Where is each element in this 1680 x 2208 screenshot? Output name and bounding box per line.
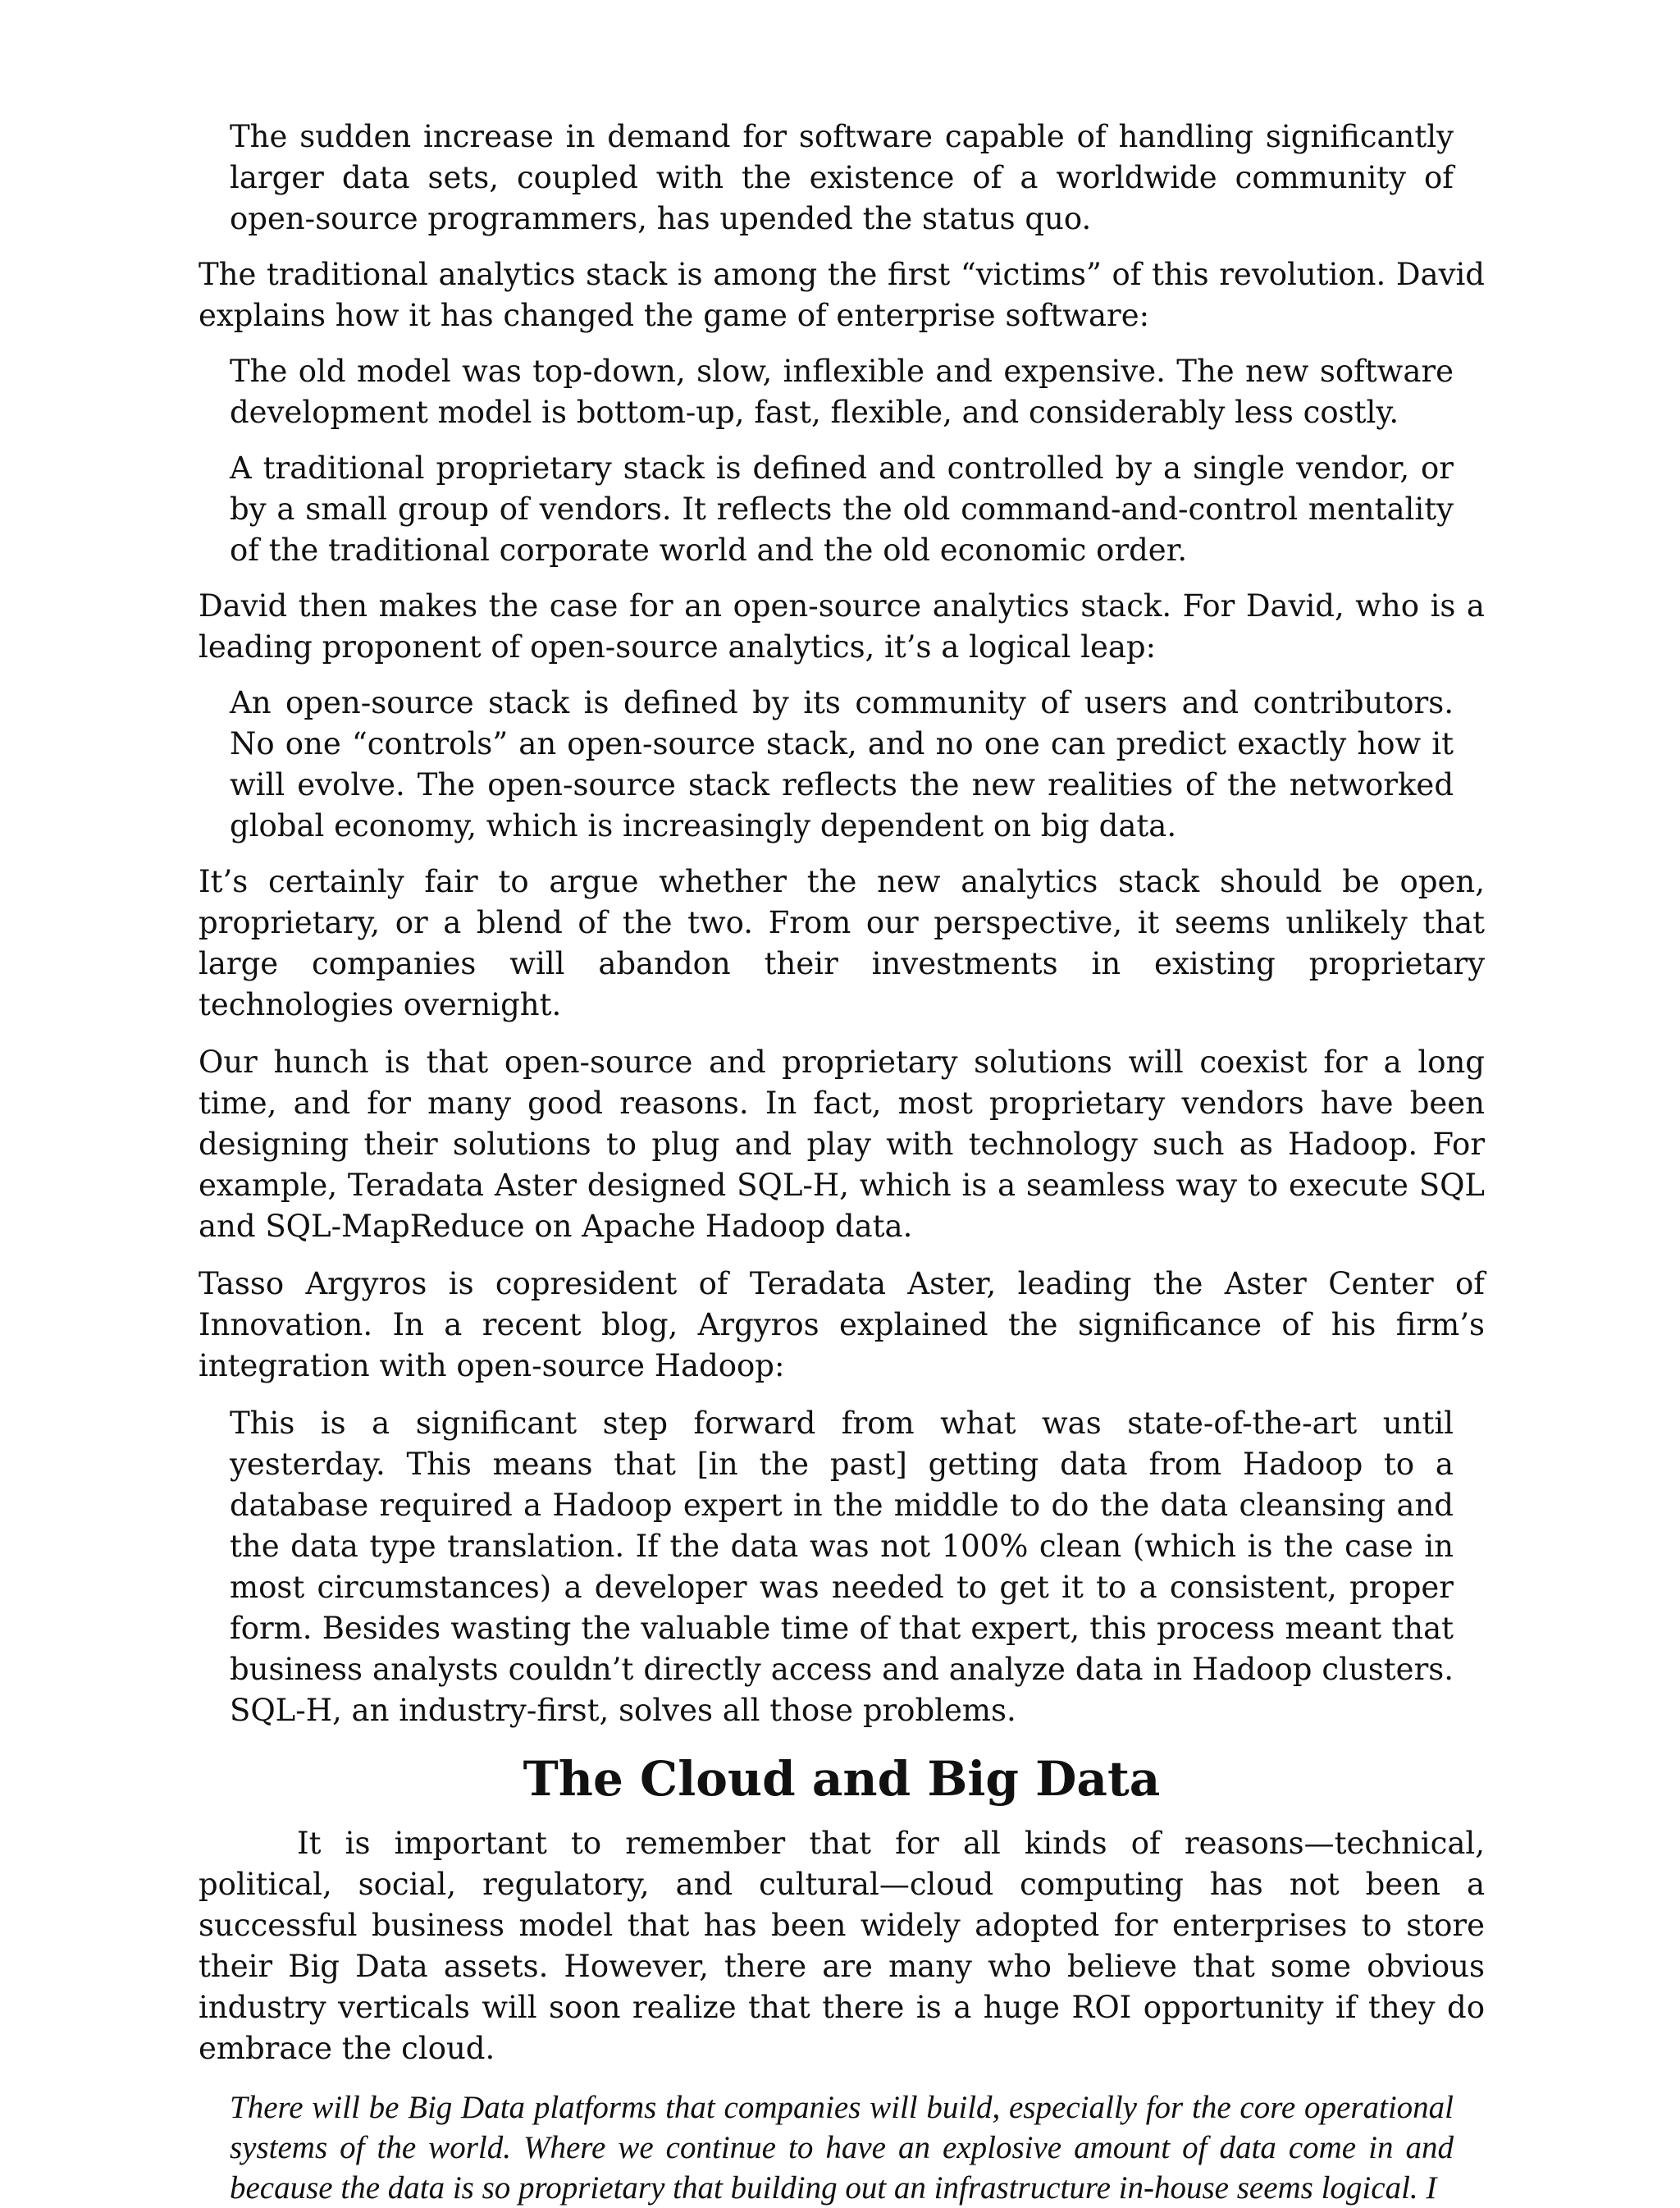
body-paragraph-4: Our hunch is that open-source and proprietary solutions will coexist for a long time, and for many good reasons. In fact, most proprietary vendors have been designing their solutions to plug and play with technology such as Hadoop. For example, Teradata Aster designed SQL-H, which is a seamless way to execute SQL and SQL-MapReduce on Apache Hadoop data. (199, 1045, 1485, 1244)
document-page (199, 117, 1485, 2208)
body-paragraph-3: It’s certainly fair to argue whether the new analytics stack should be open, proprietary, or a blend of the two. From our perspective, it seems unlikely that large companies will abandon their investments in existing proprietary technologies overnight. (199, 864, 1485, 1022)
quote-paragraph-2: The old model was top-down, slow, inflexible and expensive. The new software development model is bottom-up, fast, flexible, and considerably less costly. (230, 354, 1454, 430)
body-paragraph-2: David then makes the case for an open-source analytics stack. For David, who is a leading proponent of open-source analytics, it’s a logical leap: (199, 588, 1485, 665)
quote-paragraph-6: There will be Big Data platforms that companies will build, especially for the core operational systems of the world. Where we continue to have an explosive amount of data come in and because the data is so proprietary that building out an infrastructure in-house seems logical. I (230, 2090, 1454, 2206)
section-heading: The Cloud and Big Data (523, 1751, 1161, 1807)
quote-paragraph-4: An open-source stack is defined by its community of users and contributors. No one “controls” an open-source stack, and no one can predict exactly how it will evolve. The open-source stack reflects the new realities of the networked global economy, which is increasingly dependent on big data. (230, 685, 1454, 843)
body-paragraph-5: Tasso Argyros is copresident of Teradata Aster, leading the Aster Center of Innovation. In a recent blog, Argyros explained the significance of his firm’s integration with open-source Hadoop: (199, 1266, 1485, 1383)
body-paragraph-1: The traditional analytics stack is among the first “victims” of this revolution. David explains how it has changed the game of enterprise software: (199, 257, 1485, 333)
quote-paragraph-5: This is a significant step forward from what was state-of-the-art until yesterday. This means that [in the past] getting data from Hadoop to a database required a Hadoop expert in the middle to do the data cleansing and the data type translation. If the data was not 100% clean (which is the case in most circumstances) a developer was needed to get it to a consistent, proper form. Besides wasting the valuable time of that expert, this process meant that business analysts couldn’t directly access and analyze data in Hadoop clusters. SQL-H, an industry-first, solves all those problems. (230, 1406, 1454, 1728)
quote-paragraph-1: The sudden increase in demand for software capable of handling significantly larger data sets, coupled with the existence of a worldwide community of open-source programmers, has upended the status quo. (230, 119, 1454, 236)
quote-paragraph-3: A traditional proprietary stack is defined and controlled by a single vendor, or by a small group of vendors. It reflects the old command-and-control mentality of the traditional corporate world and the old economic order. (230, 450, 1454, 568)
body-paragraph-6: It is important to remember that for all kinds of reasons—technical, political, social, regulatory, and cultural—cloud computing has not been a successful business model that has been widely adopted for enterprises to store their Big Data assets. However, there are many who believe that some obvious industry verticals will soon realize that there is a huge ROI opportunity if they do embrace the cloud. (199, 1826, 1485, 2066)
